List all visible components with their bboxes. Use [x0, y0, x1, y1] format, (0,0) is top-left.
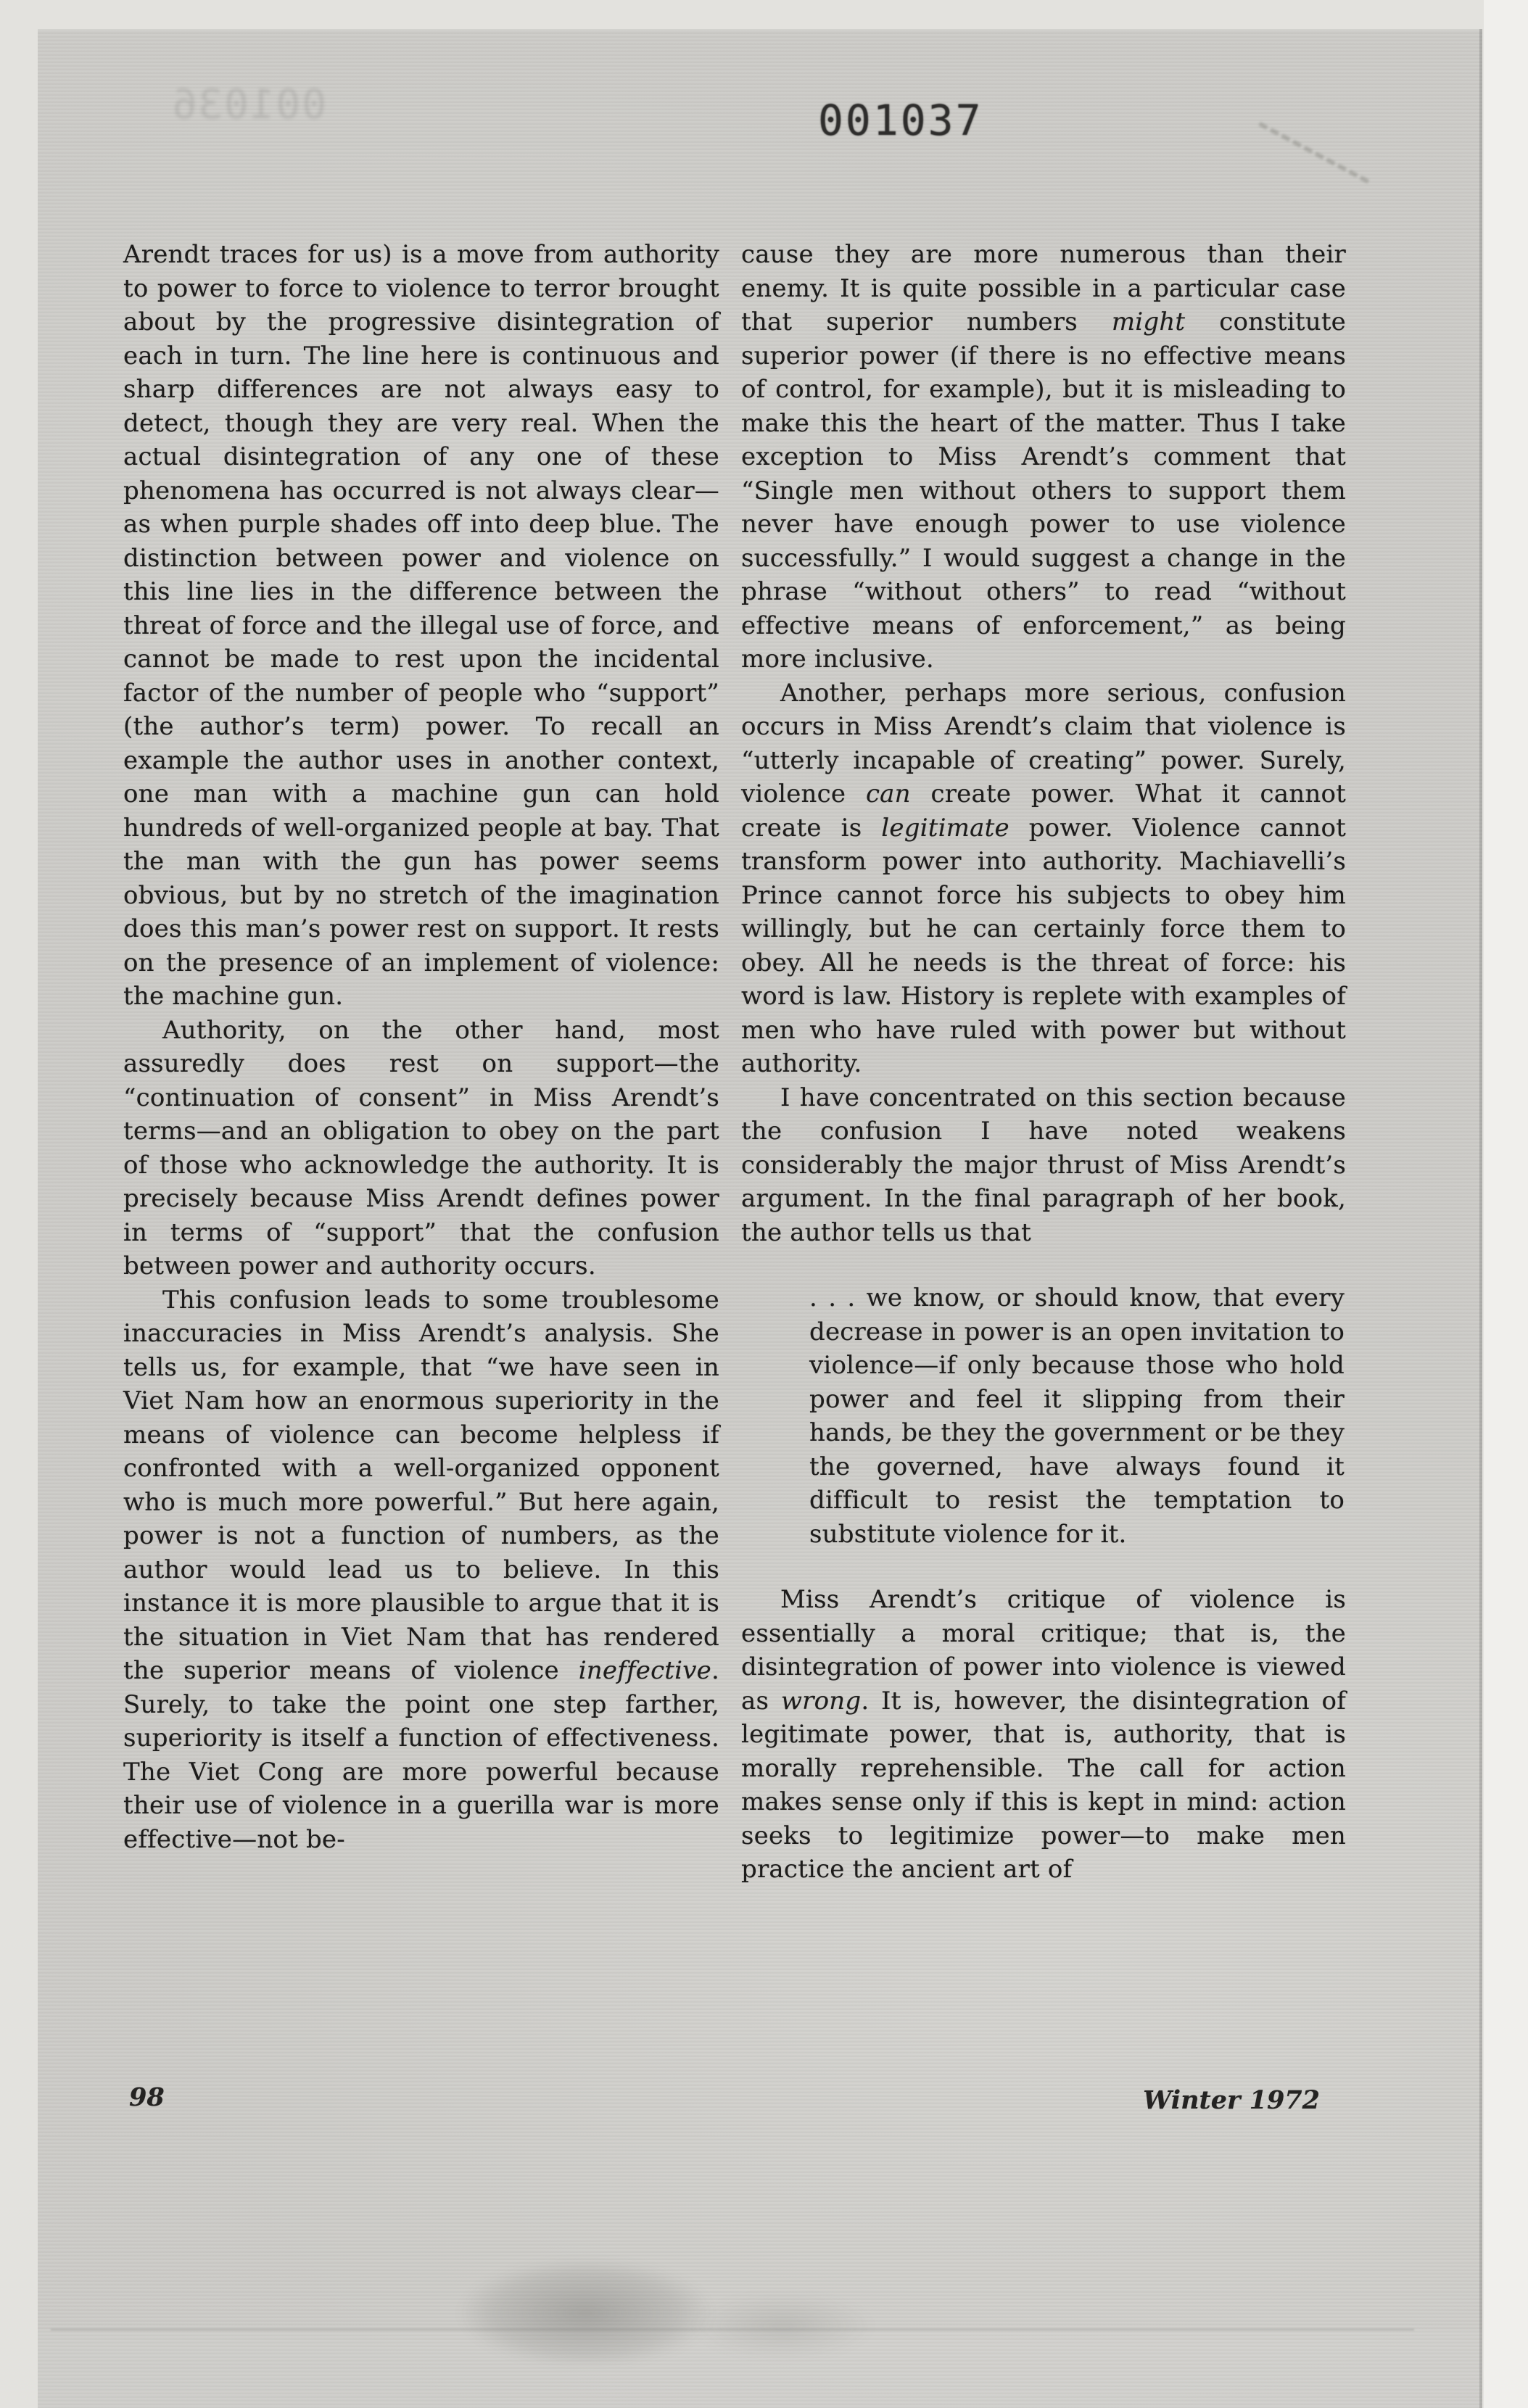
- italic-text-segment: legitimate: [881, 813, 1009, 843]
- text-segment: I have concentrated on this section because the confusion I have noted weakens considerably the major thrust of Miss Arendt’s argument. In the final paragraph of her book, the author tells us that: [741, 1083, 1346, 1247]
- text-segment: cause they are more numerous than their enemy. It is quite possible in a particular case that superior numbers: [741, 240, 1346, 336]
- text-segment: . It is, however, the disintegration of legitimate power, that is, authority, that is morally reprehensible. The call for action makes sense only if this is kept in mind: action seeks to legitimize power—to make men practice the ancient art of: [741, 1686, 1346, 1884]
- text-segment: . . . we know, or should know, that every decrease in power is an open invitation to violence—if only because those who hold power and feel it slipping from their hands, be they the government or be they the governed, have always found it difficult to resist the temptation to substitute violence for it.: [809, 1283, 1345, 1549]
- text-column-left: [123, 238, 719, 1856]
- control-number-stamp: 001037: [818, 96, 983, 145]
- text-column-right: [741, 238, 1346, 1887]
- scanner-edge: [1484, 0, 1528, 2408]
- text-segment: power. Violence cannot transform power into authority. Machiavelli’s Prince cannot force his subjects to obey him willingly, but he can certainly force them to obey. All he needs is the threat of force: his word is law. History is replete with examples of men who have ruled with power but without authority.: [741, 813, 1346, 1078]
- paragraph: [123, 238, 719, 1014]
- italic-text-segment: wrong: [780, 1686, 862, 1716]
- text-segment: Miss Arendt’s critique of violence is essentially a moral critique; that is, the disintegration of power into violence is viewed as: [741, 1585, 1346, 1716]
- page-number: 98: [129, 2082, 165, 2112]
- text-segment: . Surely, to take the point one step farther, superiority is itself a function of effectiveness. The Viet Cong are more powerful because their use of violence in a guerilla war is more effective—not be-: [123, 1656, 719, 1854]
- paragraph: [741, 238, 1346, 677]
- text-segment: constitute superior power (if there is no effective means of control, for example), but it is misleading to make this the heart of the matter. Thus I take exception to Miss Arendt’s comment that “Single men without others to support them never have enough power to use violence successfully.” I would suggest a change in the phrase “without others” to read “without effective means of enforcement,” as being more inclusive.: [741, 307, 1347, 674]
- paragraph: [123, 1283, 719, 1857]
- italic-text-segment: ineffective: [578, 1656, 711, 1685]
- text-segment: Another, perhaps more serious, confusion occurs in Miss Arendt’s claim that violence is “utterly incapable of creating” power. Surely, violence: [741, 678, 1346, 808]
- paragraph: [741, 1583, 1346, 1887]
- text-segment: This confusion leads to some troublesome inaccuracies in Miss Arendt’s analysis. She tells us, for example, that “we have seen in Viet Nam how an enormous superiority in the means of violence can become helpless if confronted with a well-organized opponent who is much more powerful.” But here again, power is not a function of numbers, as the author would lead us to believe. In this instance it is more plausible to argue that it is the situation in Viet Nam that has rendered the superior means of violence: [123, 1285, 719, 1685]
- issue-label: Winter 1972: [1143, 2085, 1320, 2115]
- italic-text-segment: might: [1111, 307, 1186, 336]
- paragraph: [123, 1014, 719, 1283]
- page-edge-line: [1479, 29, 1482, 2408]
- text-segment: create power. What it cannot create is: [741, 779, 1346, 843]
- text-segment: Authority, on the other hand, most assuredly does rest on support—the “continuation of consent” in Miss Arendt’s terms—and an obligation to obey on the part of those who acknowledge the authority. It is precisely because Miss Arendt defines power in terms of “support” that the confusion between power and authority occurs.: [123, 1015, 719, 1280]
- text-segment: Arendt traces for us) is a move from authority to power to force to violence to terror brought about by the progressive disintegration of each in turn. The line here is continuous and sharp differences are not always easy to detect, though they are very real. When the actual disintegration of any one of these phenomena has occurred is not always clear—as when purple shades off into deep blue. The distinction between power and violence on this line lies in the difference between the threat of force and the illegal use of force, and cannot be made to rest upon the incidental factor of the number of people who “support” (the author’s term) power. To recall an example the author uses in another context, one man with a machine gun can hold hundreds of well-organized people at bay. That the man with the gun has power seems obvious, but by no stretch of the imagination does this man’s power rest on support. It rests on the presence of an implement of violence: the machine gun.: [123, 240, 719, 1011]
- italic-text-segment: can: [865, 779, 911, 808]
- ghost-stamp-bleedthrough: 001036: [170, 81, 326, 128]
- paragraph: [741, 677, 1346, 1081]
- smudge-mark-secondary: [653, 2270, 914, 2364]
- blockquote: [809, 1281, 1345, 1551]
- page-top-edge-line: [38, 29, 1482, 30]
- paragraph: [741, 1081, 1346, 1250]
